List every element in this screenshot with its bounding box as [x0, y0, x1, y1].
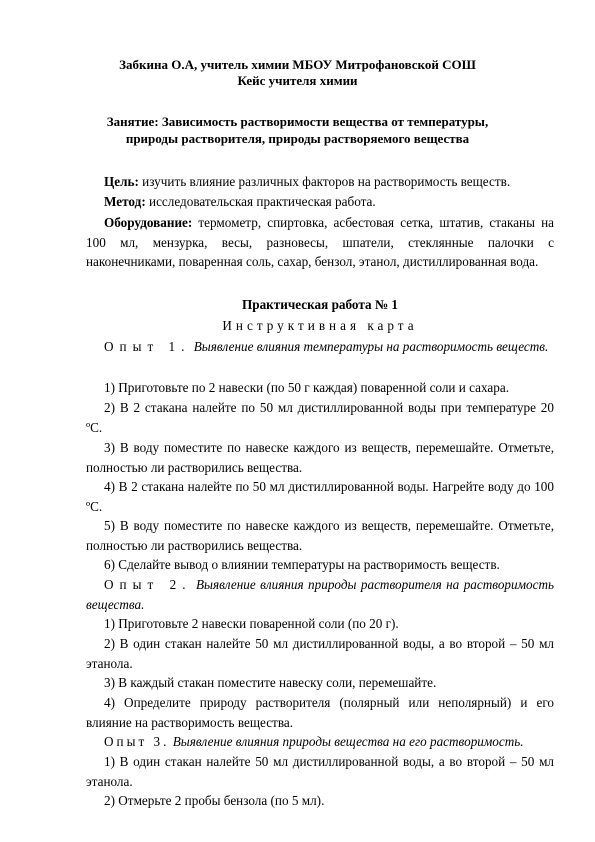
exp1-step: 4) В 2 стакана налейте по 50 мл дистиллированной воды. Нагрейте воду до 100 ºС. [86, 479, 554, 514]
exp1-heading [86, 337, 554, 357]
instruction-title: Инструктивная карта [222, 318, 418, 333]
goal-text: изучить влияние различных факторов на растворимость веществ. [138, 174, 511, 189]
exp1-step: 2) В 2 стакана налейте по 50 мл дистиллированной воды при температуре 20 ºС. [86, 400, 554, 435]
goal-label: Цель: [104, 174, 139, 189]
case-line: Кейс учителя химии [237, 73, 358, 88]
exp2-step: 4) Определите природу растворителя (полярный или неполярный) и его влияние на растворимость вещества. [86, 695, 554, 730]
exp2-title: Выявление влияния природы растворителя на растворимость вещества. [86, 577, 554, 612]
exp3-title: Выявление влияния природы вещества на его растворимость. [172, 734, 524, 749]
goal-paragraph [86, 172, 554, 192]
practical-title: Практическая работа № 1 [241, 297, 399, 312]
method-label: Метод: [104, 194, 146, 209]
exp1-step: 6) Сделайте вывод о влиянии температуры на растворимость веществ. [104, 557, 500, 572]
equipment-text: термометр, спиртовка, асбестовая сетка, штатив, стаканы на 100 мл, мензурка, весы, разновесы, шпатели, стеклянные палочки с наконечниками, поваренная соль, сахар, бензол, этанол, дистиллированная вода. [86, 215, 554, 270]
exp3-step: 1) В один стакан налейте 50 мл дистиллированной воды, а во второй – 50 мл этанола. [86, 754, 554, 789]
exp3-label: Опыт 3. [104, 734, 170, 749]
equipment-paragraph [86, 213, 554, 272]
exp1-title: Выявление влияния температуры на растворимость веществ. [193, 339, 549, 354]
exp2-step: 3) В каждый стакан поместите навеску соли, перемешайте. [104, 675, 437, 690]
exp2-label: Опыт 2. [104, 577, 192, 592]
method-text: исследовательская практическая работа. [145, 194, 376, 209]
exp1-step: 1) Приготовьте по 2 навески (по 50 г каждая) поваренной соли и сахара. [104, 380, 510, 395]
exp2-step: 2) В один стакан налейте 50 мл дистиллированной воды, а во второй – 50 мл этанола. [86, 636, 554, 671]
equipment-label: Оборудование: [104, 215, 193, 230]
exp2-step: 1) Приготовьте 2 навески поваренной соли (по 20 г). [104, 616, 399, 631]
lesson-title-line2: природы растворителя, природы растворяемого вещества [125, 131, 470, 146]
exp1-label: Опыт 1. [104, 339, 191, 354]
exp2-heading [86, 575, 554, 614]
author-line: Забкина О.А, учитель химии МБОУ Митрофановской СОШ [119, 57, 476, 72]
method-paragraph [86, 192, 554, 212]
exp3-step: 2) Отмерьте 2 пробы бензола (по 5 мл). [104, 793, 325, 808]
exp1-step: 3) В воду поместите по навеске каждого из веществ, перемешайте. Отметьте, полностью ли растворились вещества. [86, 440, 554, 475]
exp1-step: 5) В воду поместите по навеске каждого из веществ, перемешайте. Отметьте, полностью ли растворились вещества. [86, 518, 554, 553]
lesson-title-line1: Занятие: Зависимость растворимости вещества от температуры, [106, 114, 489, 129]
exp3-heading [86, 732, 554, 752]
